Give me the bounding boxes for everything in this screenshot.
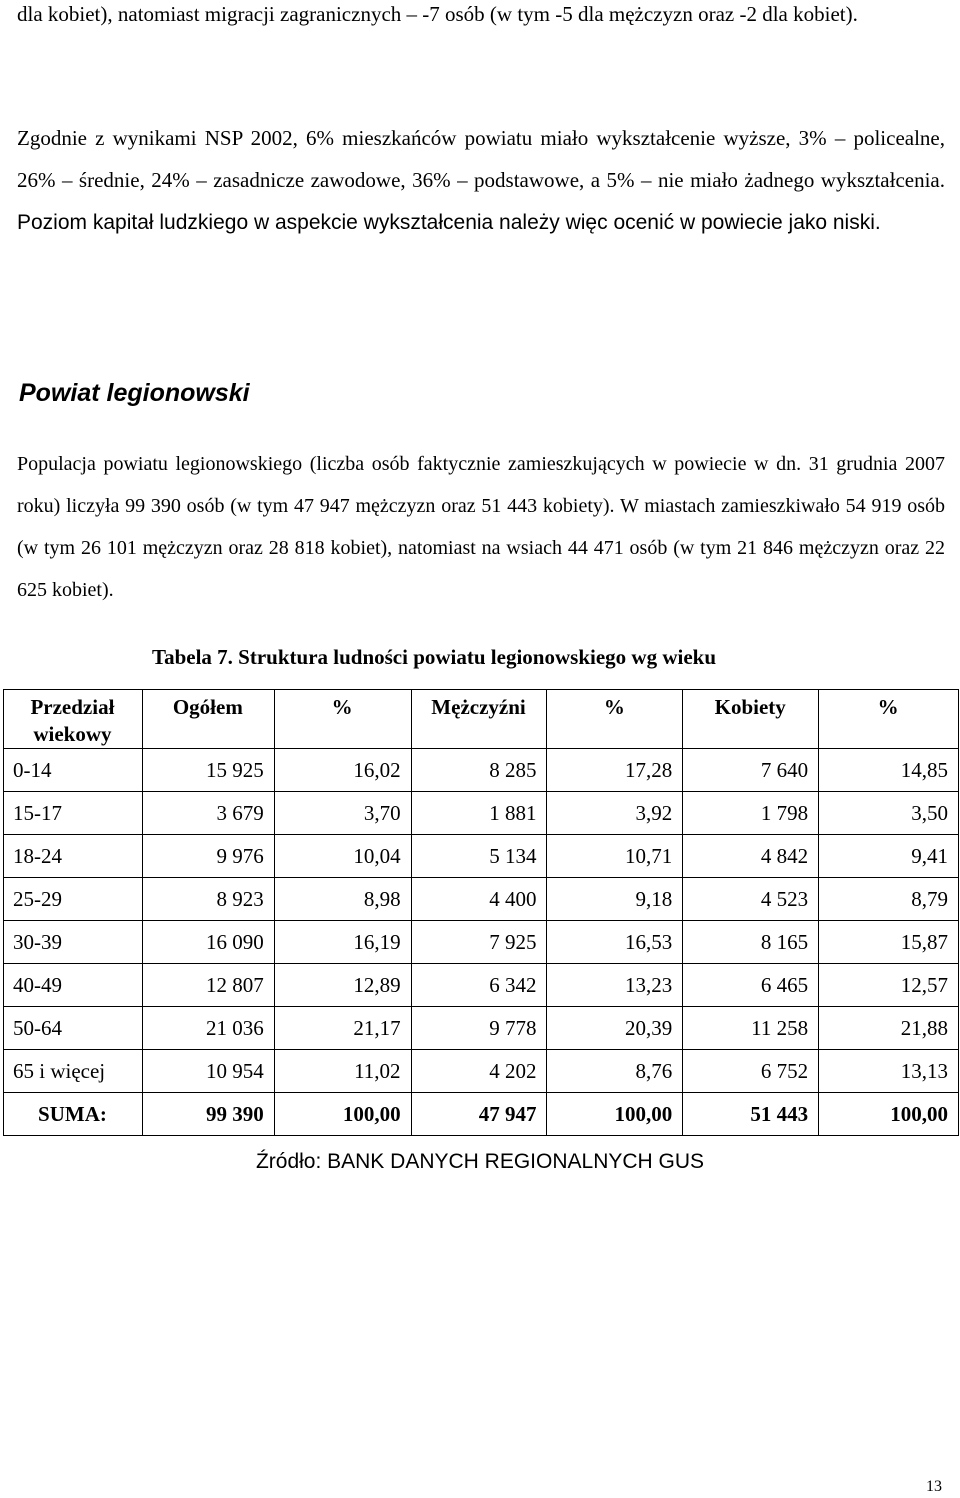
- cell-men-pct: 3,92: [547, 792, 683, 835]
- cell-age: 15-17: [4, 792, 143, 835]
- sum-total-pct: 100,00: [274, 1093, 411, 1136]
- cell-men: 6 342: [411, 964, 547, 1007]
- cell-total: 9 976: [142, 835, 274, 878]
- cell-women-pct: 3,50: [819, 792, 959, 835]
- paragraph-education: [17, 117, 945, 244]
- cell-men: 4 400: [411, 878, 547, 921]
- cell-women: 1 798: [683, 792, 819, 835]
- sum-men-pct: 100,00: [547, 1093, 683, 1136]
- cell-total: 12 807: [142, 964, 274, 1007]
- header-total-percent: %: [274, 690, 411, 749]
- population-table: [3, 689, 959, 1136]
- cell-women-pct: 14,85: [819, 749, 959, 792]
- cell-total-pct: 12,89: [274, 964, 411, 1007]
- cell-age: 40-49: [4, 964, 143, 1007]
- cell-men-pct: 13,23: [547, 964, 683, 1007]
- cell-men-pct: 16,53: [547, 921, 683, 964]
- paragraph-migration: [17, 0, 945, 35]
- cell-total: 21 036: [142, 1007, 274, 1050]
- cell-men: 5 134: [411, 835, 547, 878]
- cell-women: 11 258: [683, 1007, 819, 1050]
- header-men: Mężczyźni: [411, 690, 547, 749]
- header-men-percent: %: [547, 690, 683, 749]
- cell-total-pct: 16,19: [274, 921, 411, 964]
- cell-age: 50-64: [4, 1007, 143, 1050]
- page-number: 13: [926, 1478, 942, 1495]
- header-women-percent: %: [819, 690, 959, 749]
- cell-total: 8 923: [142, 878, 274, 921]
- cell-total-pct: 3,70: [274, 792, 411, 835]
- cell-men-pct: 10,71: [547, 835, 683, 878]
- cell-women: 6 465: [683, 964, 819, 1007]
- paragraph-migration-text: dla kobiet), natomiast migracji zagranicznych – -7 osób (w tym -5 dla mężczyzn oraz -2 dla kobiet).: [17, 2, 858, 26]
- cell-age: 30-39: [4, 921, 143, 964]
- table-row: [4, 835, 959, 878]
- paragraph-education-conclusion: Poziom kapitał ludzkiego w aspekcie wykształcenia należy więc ocenić w powiecie jako niski.: [17, 211, 881, 234]
- paragraph-population: [17, 443, 945, 611]
- cell-women: 7 640: [683, 749, 819, 792]
- table-row: [4, 921, 959, 964]
- table-row: [4, 964, 959, 1007]
- cell-men: 8 285: [411, 749, 547, 792]
- table-row: [4, 749, 959, 792]
- sum-age: SUMA:: [4, 1093, 143, 1136]
- sum-women-pct: 100,00: [819, 1093, 959, 1136]
- cell-women-pct: 21,88: [819, 1007, 959, 1050]
- cell-men-pct: 8,76: [547, 1050, 683, 1093]
- cell-age: 0-14: [4, 749, 143, 792]
- table-row: [4, 1050, 959, 1093]
- table-row: [4, 878, 959, 921]
- header-age-range: Przedział wiekowy: [4, 690, 143, 749]
- cell-women: 8 165: [683, 921, 819, 964]
- paragraph-education-text: Zgodnie z wynikami NSP 2002, 6% mieszkańców powiatu miało wykształcenie wyższe, 3% – policealne, 26% – średnie, 24% – zasadnicze zawodowe, 36% – podstawowe, a 5% – nie miało żadnego wykształcenia.: [17, 126, 945, 192]
- cell-women-pct: 15,87: [819, 921, 959, 964]
- header-women: Kobiety: [683, 690, 819, 749]
- section-heading: Powiat legionowski: [19, 379, 250, 407]
- cell-total-pct: 8,98: [274, 878, 411, 921]
- table-header-row: [4, 690, 959, 749]
- cell-women-pct: 12,57: [819, 964, 959, 1007]
- cell-total: 10 954: [142, 1050, 274, 1093]
- cell-total-pct: 10,04: [274, 835, 411, 878]
- cell-men-pct: 20,39: [547, 1007, 683, 1050]
- cell-total-pct: 16,02: [274, 749, 411, 792]
- table-row: [4, 792, 959, 835]
- cell-age: 65 i więcej: [4, 1050, 143, 1093]
- cell-women-pct: 13,13: [819, 1050, 959, 1093]
- cell-total: 16 090: [142, 921, 274, 964]
- cell-age: 18-24: [4, 835, 143, 878]
- cell-men: 1 881: [411, 792, 547, 835]
- cell-total: 3 679: [142, 792, 274, 835]
- cell-women: 4 523: [683, 878, 819, 921]
- cell-men: 7 925: [411, 921, 547, 964]
- sum-men: 47 947: [411, 1093, 547, 1136]
- cell-age: 25-29: [4, 878, 143, 921]
- header-total: Ogółem: [142, 690, 274, 749]
- cell-men: 9 778: [411, 1007, 547, 1050]
- cell-men-pct: 17,28: [547, 749, 683, 792]
- table-caption: Tabela 7. Struktura ludności powiatu legionowskiego wg wieku: [152, 645, 716, 669]
- cell-men: 4 202: [411, 1050, 547, 1093]
- cell-women: 6 752: [683, 1050, 819, 1093]
- cell-men-pct: 9,18: [547, 878, 683, 921]
- cell-total-pct: 11,02: [274, 1050, 411, 1093]
- paragraph-population-text: Populacja powiatu legionowskiego (liczba osób faktycznie zamieszkujących w powiecie w dn. 31 grudnia 2007 roku) liczyła 99 390 osób (w tym 47 947 mężczyzn oraz 51 443 kobiety). W miastach zamieszkiwało 54 919 osób (w tym 26 101 mężczyzn oraz 28 818 kobiet), natomiast na wsiach 44 471 osób (w tym 21 846 mężczyzn oraz 22 625 kobiet).: [17, 453, 945, 601]
- cell-total-pct: 21,17: [274, 1007, 411, 1050]
- sum-women: 51 443: [683, 1093, 819, 1136]
- cell-women: 4 842: [683, 835, 819, 878]
- table-row: [4, 1007, 959, 1050]
- sum-total: 99 390: [142, 1093, 274, 1136]
- cell-total: 15 925: [142, 749, 274, 792]
- source-note: Źródło: BANK DANYCH REGIONALNYCH GUS: [255, 1150, 705, 1173]
- table-sum-row: [4, 1093, 959, 1136]
- cell-women-pct: 9,41: [819, 835, 959, 878]
- cell-women-pct: 8,79: [819, 878, 959, 921]
